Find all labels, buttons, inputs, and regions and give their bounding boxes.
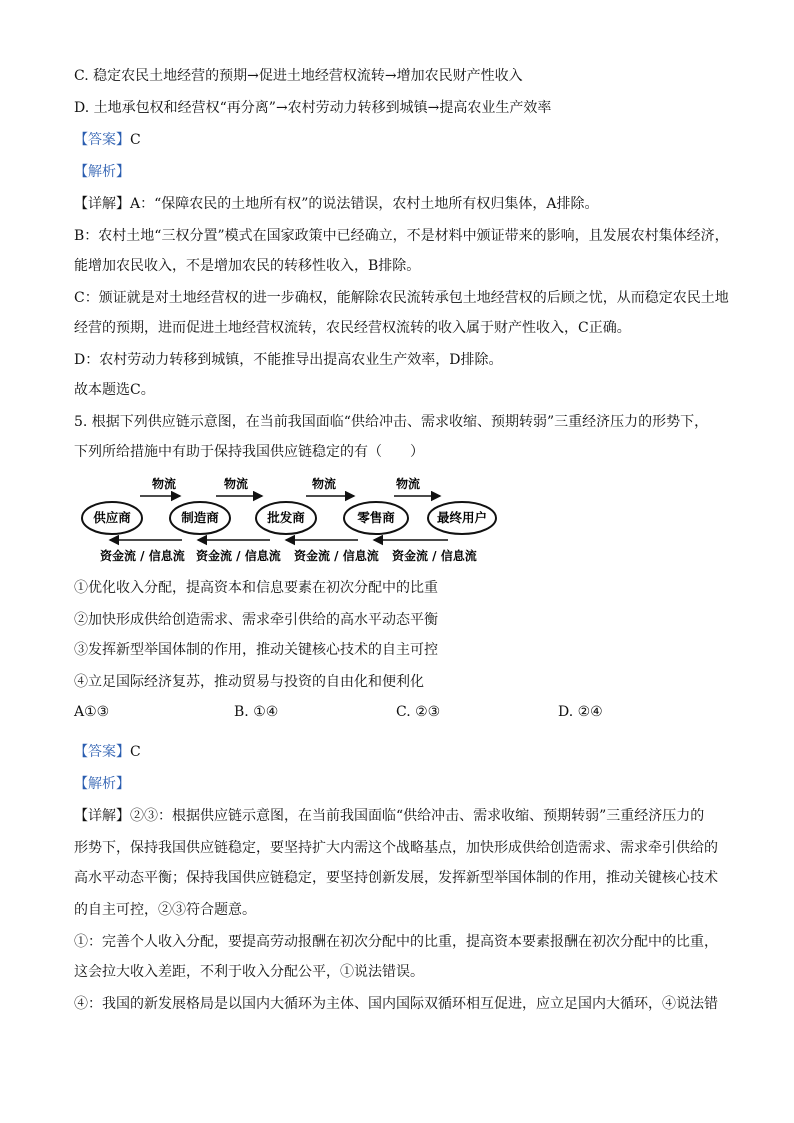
q5-option-c[interactable]: C. ②③	[396, 704, 441, 720]
logistics-arrow-4	[394, 476, 440, 496]
logistics-label-4: 物流	[396, 477, 421, 491]
node-end-user	[428, 502, 496, 534]
q4-answer	[74, 130, 141, 150]
q5-item-4: ④立足国际经济复苏，推动贸易与投资的自由化和便利化	[74, 674, 424, 690]
money-info-arrow-3	[286, 540, 379, 563]
node-supplier-label: 供应商	[93, 510, 131, 525]
q4-detail-a	[74, 194, 599, 214]
node-end-user-label: 最终用户	[436, 510, 488, 525]
answer-tag: 【答案】	[74, 744, 130, 760]
logistics-arrow-2	[216, 476, 262, 496]
node-manufacturer-label: 制造商	[181, 510, 219, 525]
money-info-arrow-1	[100, 540, 185, 563]
q5-item-1: ①优化收入分配，提高资本和信息要素在初次分配中的比重	[74, 580, 438, 596]
money-info-label-1: 资金流 / 信息流	[100, 549, 185, 563]
q5-detail-5: ①：完善个人收入分配，要提高劳动报酬在初次分配中的比重，提高资本要素报酬在初次分配中的比重，	[74, 934, 718, 950]
node-retailer-label: 零售商	[357, 510, 395, 525]
answer-tag: 【答案】	[74, 132, 130, 148]
q4-conclusion: 故本题选C。	[74, 382, 155, 398]
node-wholesaler-label: 批发商	[267, 510, 305, 525]
q5-option-b[interactable]: B. ①④	[234, 704, 279, 720]
node-wholesaler	[256, 502, 316, 534]
q5-detail-6: 这会拉大收入差距，不利于收入分配公平，①说法错误。	[74, 964, 424, 980]
q5-detail-2: 形势下，保持我国供应链稳定，要坚持扩大内需这个战略基点，加快形成供给创造需求、需求牵引供给的	[74, 840, 718, 856]
money-info-arrow-4	[374, 540, 477, 563]
detail-1-text: ②③：根据供应链示意图，在当前我国面临“供给冲击、需求收缩、预期转弱”三重经济压力的	[130, 808, 705, 824]
analysis-tag: 【解析】	[74, 164, 130, 180]
q4-detail-c-1: C：颁证就是对土地经营权的进一步确权，能解除农民流转承包土地经营权的后顾之忧，从而稳定农民土地	[74, 290, 729, 306]
node-manufacturer	[170, 502, 230, 534]
q5-detail-1	[74, 806, 704, 826]
logistics-arrow-3	[306, 476, 354, 496]
logistics-label-1: 物流	[152, 477, 177, 491]
option-c-text: C. 稳定农民土地经营的预期→促进土地经营权流转→增加农民财产性收入	[74, 68, 523, 84]
q5-detail-4: 的自主可控，②③符合题意。	[74, 902, 256, 918]
q5-analysis-tag: 【解析】	[74, 776, 130, 792]
logistics-label-3: 物流	[312, 477, 337, 491]
answer-value: C	[130, 132, 141, 148]
q5-answer	[74, 742, 141, 762]
money-info-label-2: 资金流 / 信息流	[196, 549, 281, 563]
q5-item-2: ②加快形成供给创造需求、需求牵引供给的高水平动态平衡	[74, 612, 438, 628]
q5-detail-7: ④：我国的新发展格局是以国内大循环为主体、国内国际双循环相互促进，应立足国内大循环，④说法错	[74, 996, 718, 1012]
detail-a-text: A：“保障农民的土地所有权”的说法错误，农村土地所有权归集体，A排除。	[130, 196, 599, 212]
node-supplier	[82, 502, 142, 534]
logistics-arrow-1	[140, 476, 180, 496]
supply-chain-diagram	[74, 470, 504, 570]
option-d-text: D. 土地承包权和经营权“再分离”→农村劳动力转移到城镇→提高农业生产效率	[74, 100, 552, 116]
answer-value: C	[130, 744, 141, 760]
detail-tag: 【详解】	[74, 196, 130, 212]
money-info-label-4: 资金流 / 信息流	[392, 549, 477, 563]
q5-item-3: ③发挥新型举国体制的作用，推动关键核心技术的自主可控	[74, 642, 438, 658]
q4-detail-d: D：农村劳动力转移到城镇，不能推导出提高农业生产效率，D排除。	[74, 352, 503, 368]
q5-option-a[interactable]: A①③	[74, 704, 110, 720]
node-retailer	[344, 502, 408, 534]
q4-detail-c-2: 经营的预期，进而促进土地经营权流转，农民经营权流转的收入属于财产性收入，C正确。	[74, 320, 631, 336]
detail-tag: 【详解】	[74, 808, 130, 824]
q5-option-d[interactable]: D. ②④	[558, 704, 603, 720]
q5-stem-1: 5. 根据下列供应链示意图，在当前我国面临“供给冲击、需求收缩、预期转弱”三重经济压力的形势下，	[74, 414, 709, 430]
money-info-arrow-2	[196, 540, 281, 563]
q5-stem-2: 下列所给措施中有助于保持我国供应链稳定的有（ ）	[74, 444, 424, 460]
logistics-label-2: 物流	[224, 477, 249, 491]
q4-detail-b-1: B：农村土地“三权分置”模式在国家政策中已经确立，不是材料中颁证带来的影响，且发展农村集体经济，	[74, 228, 729, 244]
money-info-label-3: 资金流 / 信息流	[294, 549, 379, 563]
q5-detail-3: 高水平动态平衡；保持我国供应链稳定，要坚持创新发展，发挥新型举国体制的作用，推动关键核心技术	[74, 870, 718, 886]
q4-detail-b-2: 能增加农民收入，不是增加农民的转移性收入，B排除。	[74, 258, 421, 274]
